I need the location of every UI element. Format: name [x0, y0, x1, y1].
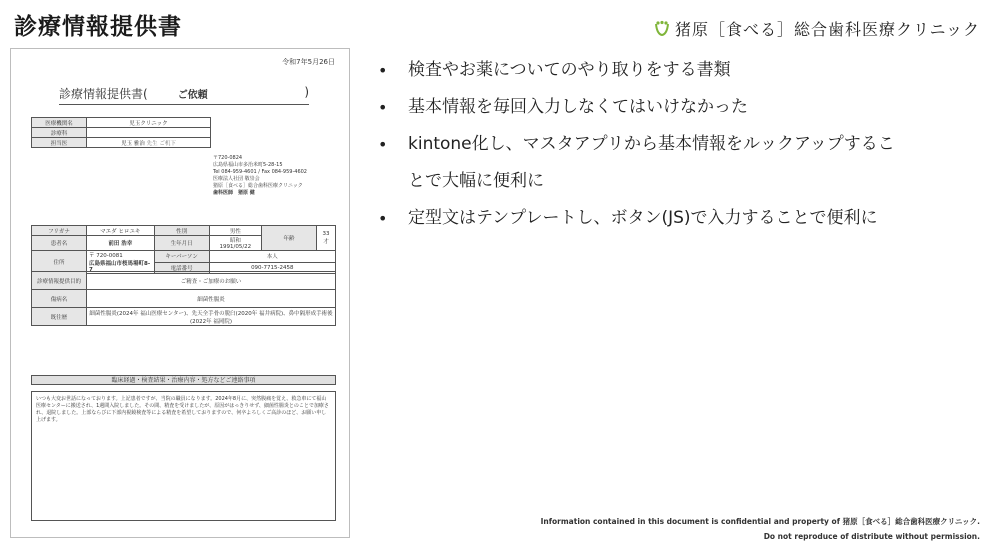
- recipient-label: 医療機関名: [32, 118, 87, 128]
- clinic-logo-text: 猪原［食べる］総合歯科医療クリニック: [674, 20, 980, 39]
- disease-value: 細菌性腸炎: [87, 290, 336, 308]
- bullet-item: • 定型文はテンプレートし、ボタン(JS)で入力することで便利に: [378, 208, 878, 228]
- recipient-value: 児玉クリニック: [87, 118, 211, 128]
- document-preview: [10, 48, 350, 538]
- slide-title: 診療情報提供書: [14, 14, 182, 40]
- clinical-body-text: いつも大変お世話になっております。上記患者ですが、当院の職員になります。2024年8月に、突然腹痛を覚え、救急車にて福山医療センターに搬送され、1週間入院しました。その間、精査を受けましたが、原因がはっきりせず、細菌性腸炎とのことで加療され、退院しました。上部ならびに下部内視鏡検査等による精査を希望しておりますので、何卒よろしくご高診のほど、お願い申し上げます。: [31, 391, 336, 521]
- department-label: 診療科: [32, 128, 87, 138]
- purpose-value: ご精査・ご加療のお願い: [87, 272, 336, 290]
- document-title-row: [59, 85, 309, 105]
- document-title-close: ): [304, 85, 309, 99]
- document-date: 令和7年5月26日: [282, 58, 335, 66]
- doctor-label: 担当医: [32, 138, 87, 148]
- bullet-item-continuation: とで大幅に便利に: [408, 171, 544, 191]
- sender-address: 〒720-0824 広島県福山市多治米町5-28-15 Tel 084-959-4601 / Fax 084-959-4602 医療法人社団 敬崇会 猪原［食べる］総合歯科医療クリニック 歯科医師 猪原 健: [213, 155, 307, 196]
- department-value: [87, 128, 211, 138]
- document-request: ご依頼: [177, 90, 208, 101]
- clinic-logo-icon: [653, 20, 671, 38]
- bullet-item: • kintone化し、マスタアプリから基本情報をルックアップするこ: [378, 134, 895, 154]
- bullet-item: • 基本情報を毎回入力しなくてはいけなかった: [378, 97, 748, 117]
- recipient-table: [31, 117, 211, 148]
- confidentiality-footer: Information contained in this document is confidential and property of 猪原［食べる］総合歯科医療クリニック. Do not reproduce of distribute without permission.: [540, 517, 980, 541]
- doctor-value: 児玉 雅治 先生 ご机下: [87, 138, 211, 148]
- clinical-section-header: 臨床経過・検査結果・治療内容・処方などご連絡事項: [31, 375, 336, 385]
- clinic-logo: [653, 17, 980, 40]
- bullet-item: • 検査やお薬についてのやり取りをする書類: [378, 60, 731, 80]
- history-value: 細菌性腸炎(2024年 福山医療センター)、先天全手骨の脱臼(2020年 福井病院)、鼻中隔形成手術後(2022年 福岡院): [87, 308, 336, 326]
- bullet-list: [372, 52, 972, 237]
- referral-table: 診療情報提供目的 ご精査・ご加療のお願い 傷病名 細菌性腸炎 既往歴 細菌性腸炎(2024年 福山医療センター)、先天全手骨の脱臼(2020年 福井病院)、鼻中隔形成手術後(2022年 福岡院): [31, 271, 336, 326]
- patient-table: フリガナ マエダ ヒロユキ 性別 男性 年齢 33 才 患者名 前田 浩幸 生年月日 昭和 1991/05/22 住所 〒 720-0081 広島県福山市桜馬場町8-7 キーパーソン 本人 電話番号 090-7715-2458: [31, 225, 336, 274]
- document-title: 診療情報提供書(: [59, 87, 148, 101]
